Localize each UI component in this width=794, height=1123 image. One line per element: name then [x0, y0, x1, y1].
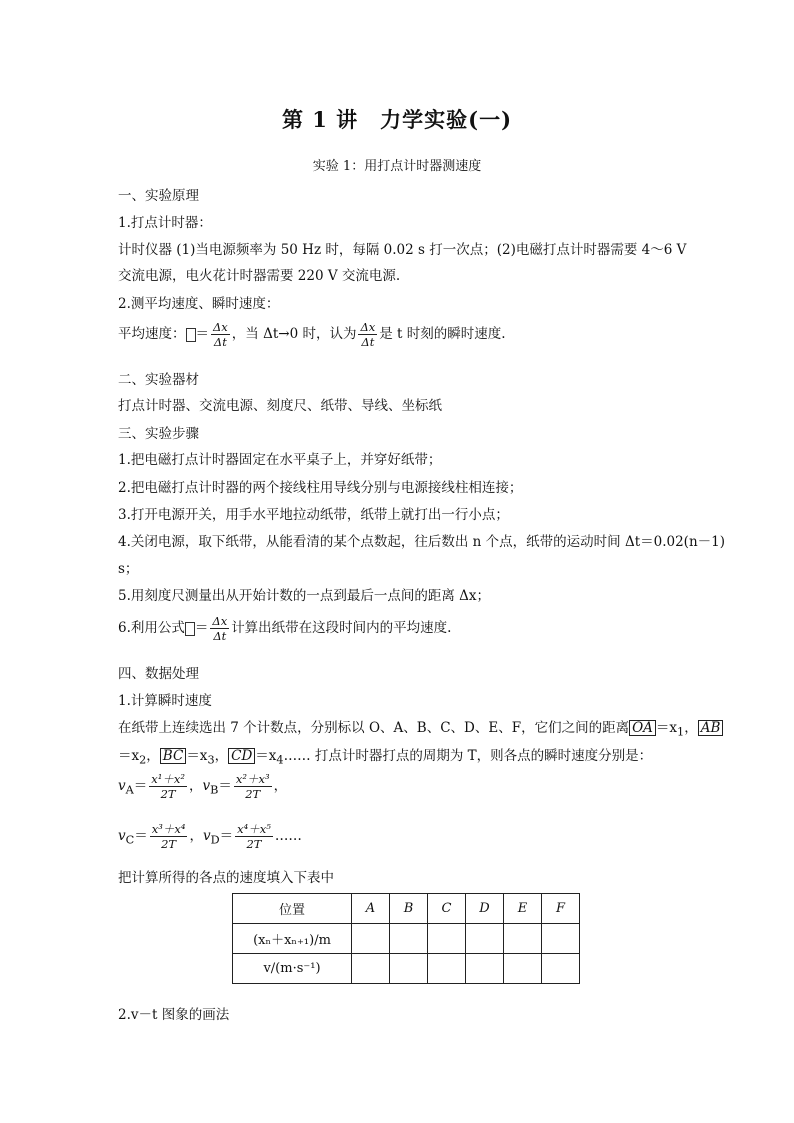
- principle-item-2: 2.测平均速度、瞬时速度：: [118, 296, 280, 312]
- principle-item-1: 1.打点计时器：: [118, 215, 212, 231]
- equipment-list: 打点计时器、交流电源、刻度尺、纸带、导线、坐标纸: [118, 398, 442, 414]
- formula-va-den: 2T: [160, 787, 176, 801]
- table-cell: [504, 954, 542, 984]
- table-row: [233, 954, 580, 984]
- data-paragraph-tail: …… 打点计时器打点的周期为 T，则各点的瞬时速度分别是：: [283, 748, 653, 764]
- average-velocity-end: 是 t 时刻的瞬时速度.: [379, 326, 506, 342]
- section-heading-principle: 一、实验原理: [118, 188, 199, 204]
- step-4-a: 4.关闭电源，取下纸带，从能看清的某个点数起，往后数出 n 个点，纸带的运动时间 Δt＝0.02(n－1): [118, 534, 725, 550]
- fraction-numerator: Δx: [213, 320, 228, 334]
- page-title: 第 1 讲 力学实验(一): [281, 107, 513, 132]
- fraction-numerator-2: Δx: [360, 320, 376, 334]
- segment-oa: OA: [629, 720, 656, 736]
- table-cell: [504, 924, 542, 954]
- principle-item-1-text-b: 交流电源，电火花计时器需要 220 V 交流电源.: [118, 268, 401, 284]
- segment-bc: BC: [160, 748, 187, 764]
- formula-vc-den: 2T: [161, 837, 177, 851]
- table-cell: [390, 954, 428, 984]
- formula-vb: [234, 772, 272, 801]
- table-cell: [390, 924, 428, 954]
- segment-ab: AB: [698, 720, 724, 736]
- fill-table-instruction: 把计算所得的各点的速度填入下表中: [118, 870, 334, 886]
- fraction-denominator: Δt: [213, 335, 227, 349]
- table-header-a: A: [352, 894, 390, 924]
- sub-c: C: [125, 833, 135, 847]
- fraction-denominator-3: Δt: [213, 629, 227, 643]
- section-heading-equipment: 二、实验器材: [118, 372, 199, 388]
- step-4-b: s；: [118, 561, 139, 577]
- table-header-c: C: [428, 894, 466, 924]
- step-6: 6.利用公式 ＝ $\frac{\Delta x}{\Delta t}$ 计算出纸带在这段时间内的平均速度.: [118, 614, 452, 643]
- step-1: 1.把电磁打点计时器固定在水平桌子上，并穿好纸带；: [118, 452, 442, 468]
- data-paragraph-line-2: $=x_2$， BC $=x_3$， CD $=x_4\dots\dots$ 打点计时器打点的周期为 T，则各点的瞬时速度分别是：: [118, 748, 653, 767]
- formula-va: [149, 772, 187, 801]
- fraction-denominator-2: Δt: [361, 335, 375, 349]
- step-3: 3.打开电源开关，用手水平地拉动纸带，纸带上就打出一行小点；: [118, 507, 509, 523]
- data-sub-2: 2.v－t 图象的画法: [118, 1007, 230, 1023]
- average-velocity-label: 平均速度：: [118, 326, 186, 342]
- velocity-table: [232, 893, 580, 984]
- formula-vd: [235, 822, 273, 851]
- step-5: 5.用刻度尺测量出从开始计数的一点到最后一点间的距离 Δx；: [118, 588, 491, 604]
- table-header-d: D: [466, 894, 504, 924]
- table-cell: [542, 924, 580, 954]
- table-cell: [466, 954, 504, 984]
- formula-vd-den: 2T: [246, 837, 262, 851]
- table-header-f: F: [542, 894, 580, 924]
- velocity-symbol-icon: [186, 328, 196, 342]
- section-heading-steps: 三、实验步骤: [118, 426, 199, 442]
- fraction-numerator-3: Δx: [212, 614, 228, 628]
- sub-a: A: [125, 783, 134, 797]
- table-header-row: [233, 894, 580, 924]
- table-header-e: E: [504, 894, 542, 924]
- principle-item-1-text-a: 计时仪器 (1)当电源频率为 50 Hz 时，每隔 0.02 s 打一次点；(2)电磁打点计时器需要 4～6 V: [118, 242, 687, 258]
- sub-d: D: [210, 833, 220, 847]
- average-velocity-mid: ，当 Δt→0 时，认为: [231, 326, 357, 342]
- table-row-label-velocity: v/(m·s⁻¹): [233, 954, 352, 984]
- table-cell: [466, 924, 504, 954]
- table-cell: [542, 954, 580, 984]
- table-cell: [352, 924, 390, 954]
- table-header-b: B: [390, 894, 428, 924]
- sub-b: B: [210, 783, 219, 797]
- formula-vd-num: x⁴＋x⁵: [237, 822, 271, 836]
- data-sub-1: 1.计算瞬时速度: [118, 693, 212, 709]
- table-cell: [352, 954, 390, 984]
- table-header-position: 位置: [233, 894, 352, 924]
- velocity-formulas-row-1: $v_A=$ $\frac{\text{x¹＋x²}}{2T}$ ，$v_B=$ $\frac{\text{x²＋x³}}{2T}$ ，: [118, 772, 288, 801]
- step-2: 2.把电磁打点计时器的两个接线柱用导线分别与电源接线柱相连接；: [118, 480, 523, 496]
- formula-va-num: x¹＋x²: [151, 772, 185, 786]
- formula-vb-num: x²＋x³: [235, 772, 270, 786]
- formula-vc: [150, 822, 188, 851]
- velocity-symbol-icon-2: [185, 622, 195, 636]
- delta-fraction-3: [210, 614, 229, 643]
- step-6-start: 6.利用公式: [118, 620, 185, 636]
- section-heading-data: 四、数据处理: [118, 666, 199, 682]
- step-6-end: 计算出纸带在这段时间内的平均速度.: [231, 620, 452, 636]
- table-row: [233, 924, 580, 954]
- experiment-subtitle: 实验 1：用打点计时器测速度: [312, 159, 482, 174]
- average-velocity-formula: 平均速度： ＝ $\frac{\Delta x}{\Delta t}$ ，当 Δt→0 时，认为 $\frac{\Delta x}{\Delta t}$ 是 t 时刻的瞬时速度.: [118, 320, 506, 349]
- formula-vb-den: 2T: [245, 787, 261, 801]
- velocity-formulas-row-2: $v_C=$ $\frac{\text{x³＋x⁴}}{2T}$ ，$v_D=$ $\frac{\text{x⁴＋x⁵}}{2T}$ ……: [118, 822, 302, 851]
- table-cell: [428, 924, 466, 954]
- segment-cd: CD: [228, 748, 255, 764]
- delta-fraction-2: [358, 320, 377, 349]
- delta-fraction: [211, 320, 230, 349]
- table-cell: [428, 954, 466, 984]
- table-row-label-distance: (xₙ＋xₙ₊₁)/m: [233, 924, 352, 954]
- formula-vc-num: x³＋x⁴: [151, 822, 186, 836]
- data-paragraph-start: 在纸带上连续选出 7 个计数点，分别标以 O、A、B、C、D、E、F，它们之间的距离: [118, 720, 630, 736]
- data-paragraph-line-1: 在纸带上连续选出 7 个计数点，分别标以 O、A、B、C、D、E、F，它们之间的距离 OA $=x_1$， AB: [118, 716, 723, 739]
